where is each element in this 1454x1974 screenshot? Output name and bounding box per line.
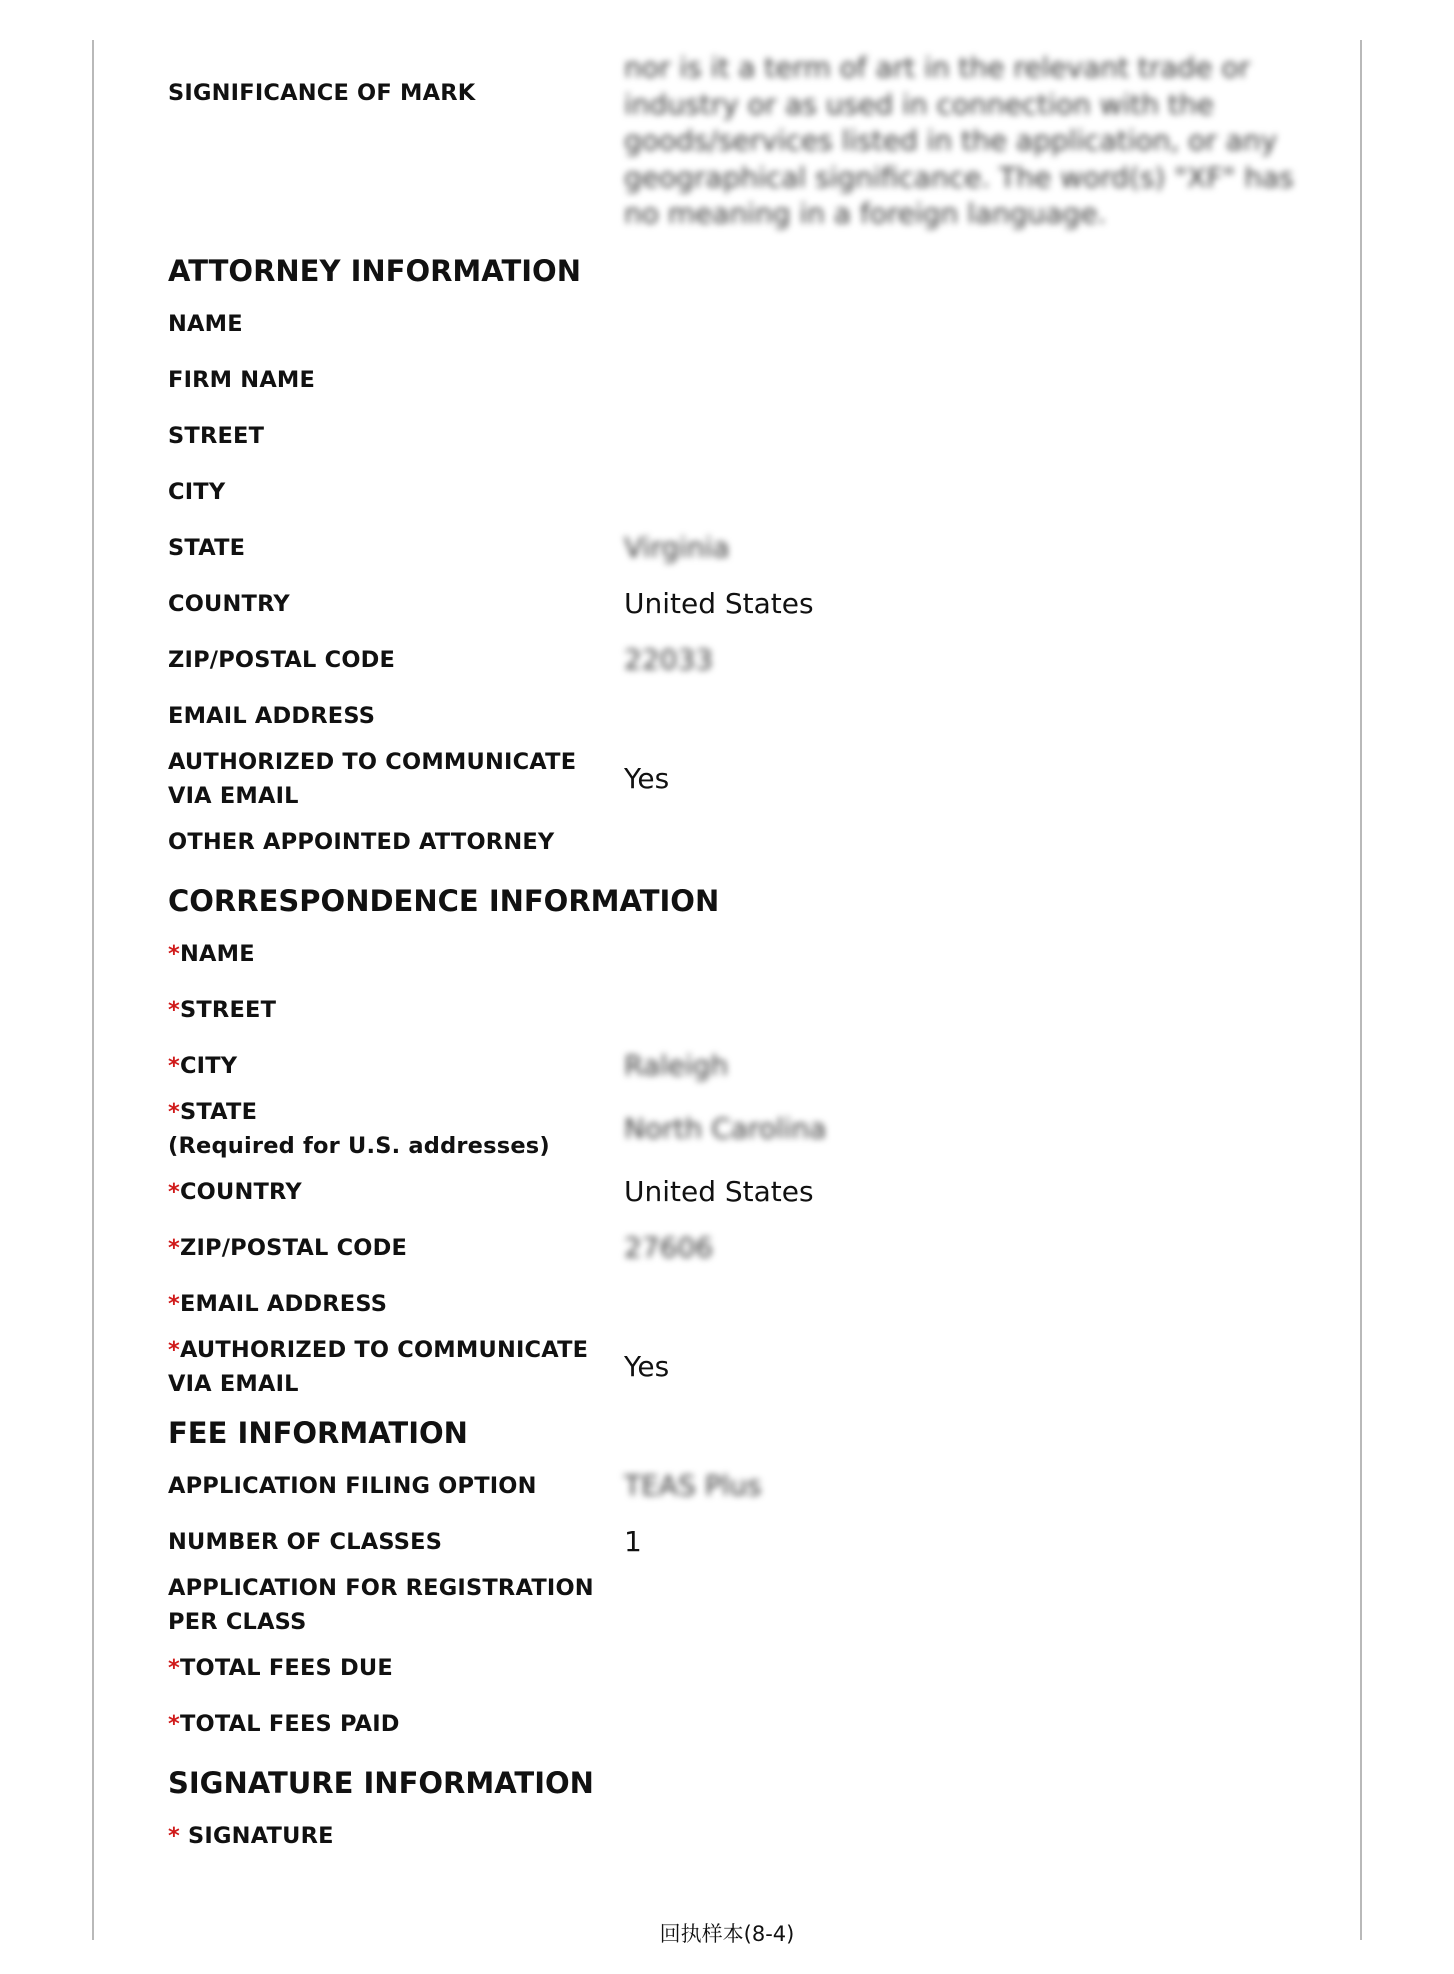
corr-street-label [168,993,624,1027]
attorney-country-label: COUNTRY [168,591,290,617]
required-mark: * [168,941,180,967]
required-mark: * [168,1655,180,1681]
fee-paid-label [168,1707,624,1741]
corr-auth-value: Yes [624,1350,670,1383]
corr-country-label-text: COUNTRY [179,1179,302,1205]
attorney-street-label: STREET [168,423,265,449]
fee-due-label [168,1651,624,1685]
required-mark: * [168,1823,180,1849]
signature-label [168,1819,624,1853]
fee-due-row [168,1640,1318,1696]
fee-classes-label: NUMBER OF CLASSES [168,1529,443,1555]
significance-row [168,40,1318,240]
corr-city-label [168,1049,624,1083]
corr-name-label [168,937,624,971]
signature-label-text: SIGNATURE [188,1823,334,1849]
attorney-country-row [168,576,1318,632]
attorney-other-label: OTHER APPOINTED ATTORNEY [168,829,555,855]
attorney-state-label: STATE [168,535,246,561]
page-border-left [92,40,94,1940]
required-mark: * [168,1711,180,1737]
attorney-state-value: Virginia [624,531,730,564]
attorney-country-value: United States [624,587,814,620]
attorney-state-row [168,520,1318,576]
corr-email-label [168,1287,624,1321]
corr-country-value: United States [624,1175,814,1208]
document-content [168,40,1318,1864]
attorney-street-row [168,408,1318,464]
attorney-auth-value: Yes [624,762,670,795]
correspondence-heading: CORRESPONDENCE INFORMATION [168,884,720,918]
fee-option-label: APPLICATION FILING OPTION [168,1473,537,1499]
page-border-right [1360,40,1362,1940]
attorney-zip-value: 22033 [624,643,714,676]
fee-due-label-text: TOTAL FEES DUE [179,1655,393,1681]
signature-row [168,1808,1318,1864]
required-mark: * [168,1291,180,1317]
page-footer: 回执样本(8-4) [659,1922,795,1946]
attorney-zip-label: ZIP/POSTAL CODE [168,647,396,673]
attorney-other-row [168,814,1318,870]
corr-state-label [168,1095,624,1163]
corr-state-label-text: STATE [179,1099,258,1125]
fee-option-value: TEAS Plus [624,1469,762,1502]
attorney-email-label: EMAIL ADDRESS [168,703,376,729]
corr-state-value: North Carolina [624,1112,827,1145]
significance-label: SIGNIFICANCE OF MARK [168,80,476,106]
fee-paid-row [168,1696,1318,1752]
fee-classes-value: 1 [624,1525,642,1558]
corr-zip-value: 27606 [624,1231,714,1264]
corr-street-label-text: STREET [179,997,277,1023]
fee-classes-row [168,1514,1318,1570]
attorney-email-row [168,688,1318,744]
attorney-firm-label: FIRM NAME [168,367,316,393]
corr-city-row [168,1038,1318,1094]
attorney-zip-row [168,632,1318,688]
fee-per-class-label: APPLICATION FOR REGISTRATION PER CLASS [168,1575,594,1635]
corr-name-row [168,926,1318,982]
required-mark: * [168,1235,180,1261]
corr-state-row [168,1094,1318,1164]
required-mark: * [168,1179,180,1205]
fee-per-class-row [168,1570,1318,1640]
required-mark: * [168,1337,180,1363]
corr-street-row [168,982,1318,1038]
attorney-firm-row [168,352,1318,408]
corr-zip-label [168,1231,624,1265]
significance-text: nor is it a term of art in the relevant trade or industry or as used in connection with the goods/services listed in the application, or any geographical significance. The word(s) "XF" has no meaning in a foreign language. [624,51,1294,230]
corr-zip-row [168,1220,1318,1276]
attorney-city-label: CITY [168,479,226,505]
attorney-auth-label: AUTHORIZED TO COMMUNICATE VIA EMAIL [168,749,577,809]
attorney-city-row [168,464,1318,520]
corr-zip-label-text: ZIP/POSTAL CODE [179,1235,408,1261]
corr-state-note: (Required for U.S. addresses) [168,1133,550,1159]
corr-name-label-text: NAME [179,941,255,967]
corr-auth-label [168,1333,624,1401]
required-mark: * [168,1099,180,1125]
corr-email-row [168,1276,1318,1332]
corr-country-label [168,1175,624,1209]
corr-city-value: Raleigh [624,1049,729,1082]
fee-heading: FEE INFORMATION [168,1416,468,1450]
fee-paid-label-text: TOTAL FEES PAID [179,1711,400,1737]
required-mark: * [168,1053,180,1079]
fee-option-row [168,1458,1318,1514]
corr-email-label-text: EMAIL ADDRESS [179,1291,388,1317]
corr-country-row [168,1164,1318,1220]
corr-city-label-text: CITY [179,1053,238,1079]
signature-heading: SIGNATURE INFORMATION [168,1766,594,1800]
required-mark: * [168,997,180,1023]
attorney-name-label: NAME [168,311,243,337]
corr-auth-label-text: AUTHORIZED TO COMMUNICATE VIA EMAIL [168,1337,589,1397]
corr-auth-row [168,1332,1318,1402]
attorney-name-row [168,296,1318,352]
attorney-heading: ATTORNEY INFORMATION [168,254,581,288]
attorney-auth-row [168,744,1318,814]
